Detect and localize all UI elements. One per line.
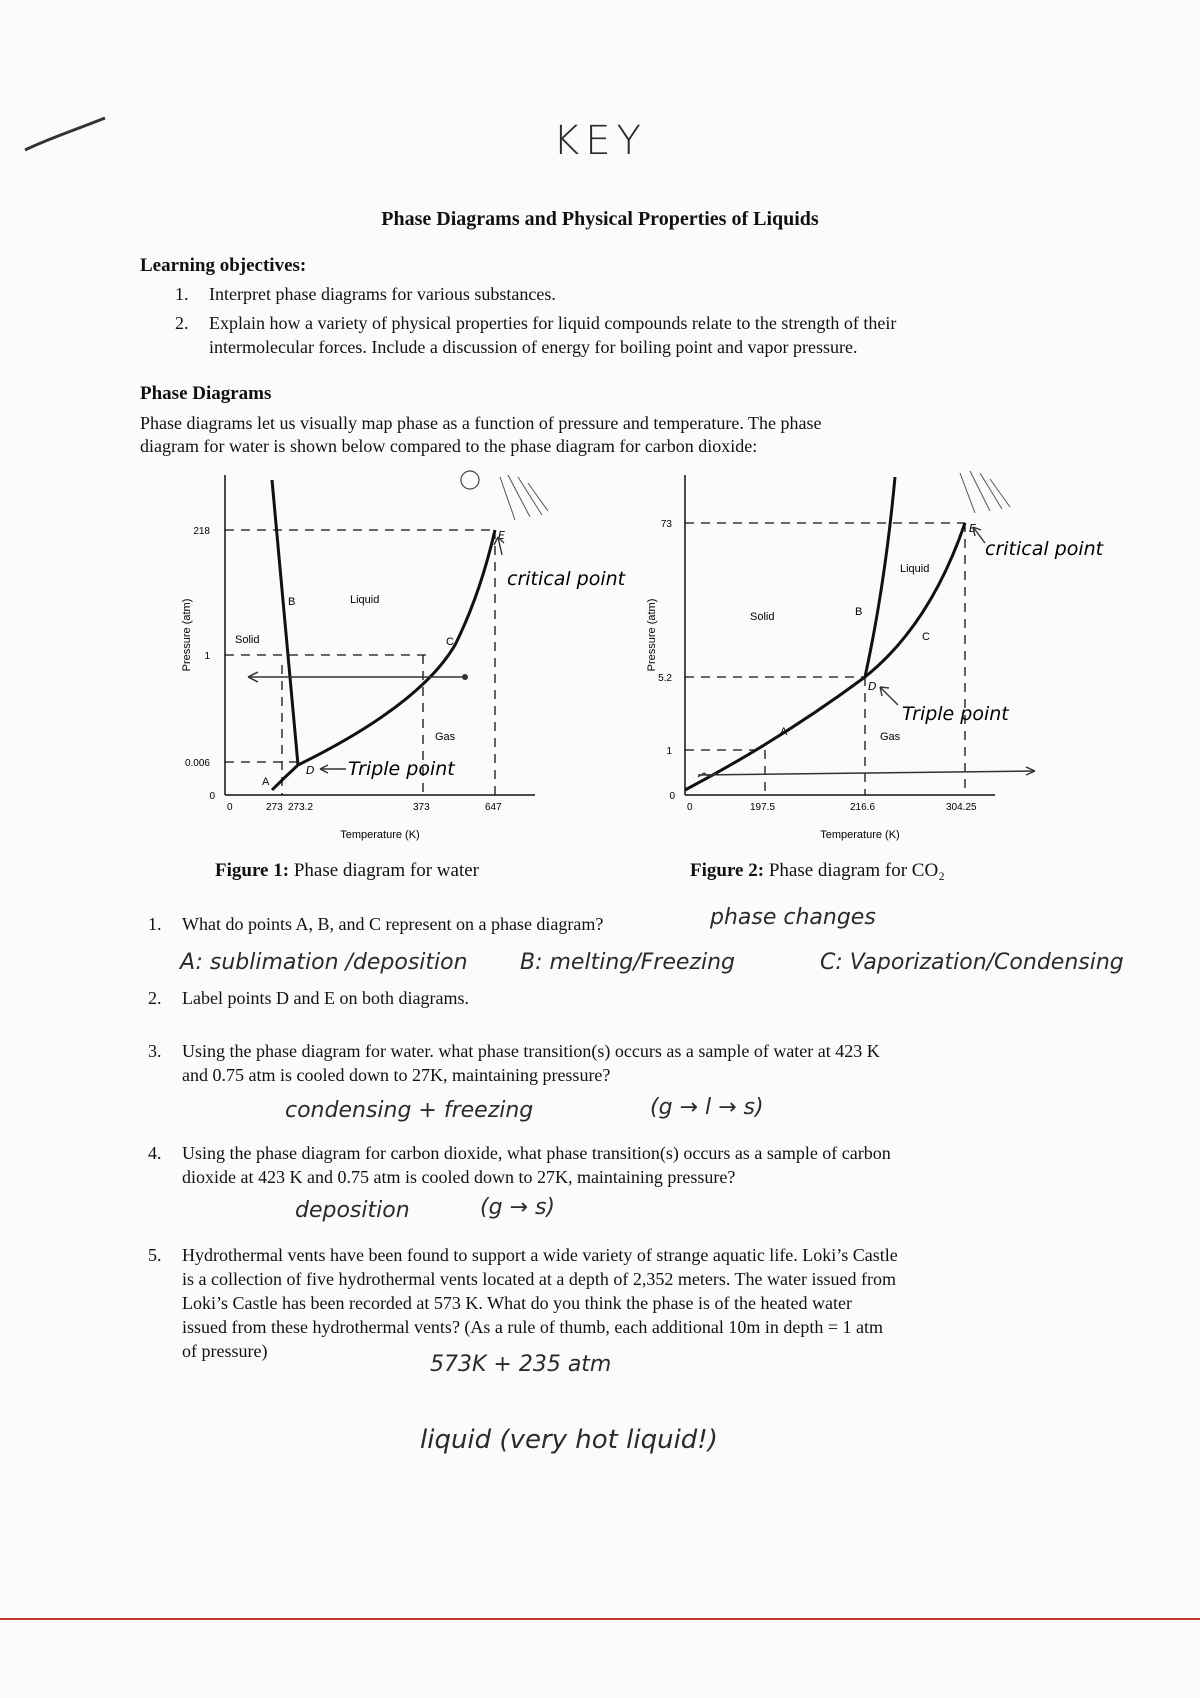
point-c: C <box>446 636 454 648</box>
water-phase-diagram <box>170 465 630 860</box>
page-edge-line <box>0 1618 1200 1620</box>
point-b: B <box>288 596 296 608</box>
answer-1-inline: phase changes <box>710 905 876 930</box>
question-3-cont: and 0.75 atm is cooled down to 27K, maintaining pressure? <box>182 1065 611 1085</box>
co2-ytick-5-2: 5.2 <box>658 673 672 684</box>
key-label: KEY <box>553 118 647 164</box>
ytick-0: 0 <box>209 791 215 802</box>
answer-4-notation: (g → s) <box>480 1195 556 1220</box>
co2-point-a: A <box>780 726 788 738</box>
ytick-1: 1 <box>204 651 210 662</box>
phase-intro-1: Phase diagrams let us visually map phase as a function of pressure and temperature. The phase <box>140 413 822 433</box>
answer-4: deposition <box>295 1198 410 1223</box>
triple-point-note: Triple point <box>348 758 455 780</box>
co2-ytick-0: 0 <box>669 791 675 802</box>
question-5-line-2: is a collection of five hydrothermal vents located at a depth of 2,352 meters. The water issued from <box>182 1269 896 1289</box>
co2-xtick-0: 0 <box>687 802 693 813</box>
objectives-heading: Learning objectives: <box>140 255 307 276</box>
answer-1-b: B: melting/Freezing <box>520 950 735 975</box>
co2-region-liquid: Liquid <box>900 563 930 575</box>
answer-5-phase: liquid (very hot liquid!) <box>420 1425 718 1455</box>
region-liquid: Liquid <box>350 594 380 606</box>
question-2: 2. Label points D and E on both diagrams. <box>148 988 469 1008</box>
xtick-273-2: 273.2 <box>288 802 314 813</box>
answer-1-a: A: sublimation /deposition <box>180 950 468 975</box>
x-axis-label: Temperature (K) <box>340 829 420 841</box>
ytick-0-006: 0.006 <box>184 758 210 769</box>
co2-point-e: E <box>969 522 976 535</box>
co2-point-c: C <box>922 631 930 643</box>
region-gas: Gas <box>435 731 456 743</box>
xtick-0: 0 <box>227 802 233 813</box>
co2-ytick-1: 1 <box>666 746 672 757</box>
co2-x-axis-label: Temperature (K) <box>820 829 900 841</box>
co2-triple-point-note: Triple point <box>902 703 1009 725</box>
co2-region-gas: Gas <box>880 731 901 743</box>
point-d: D <box>306 764 315 777</box>
figure-2-caption: Figure 2: Phase diagram for CO₂ <box>690 860 945 881</box>
xtick-373: 373 <box>413 802 430 813</box>
point-e: E <box>498 529 505 542</box>
co2-point-d: D <box>868 680 877 693</box>
objective-2-cont: intermolecular forces. Include a discussion of energy for boiling point and vapor pressure. <box>209 337 858 357</box>
figure-1-caption: Figure 1: Phase diagram for water <box>215 860 479 881</box>
co2-critical-point-note: critical point <box>985 538 1104 560</box>
answer-1-c: C: Vaporization/Condensing <box>820 950 1124 975</box>
phase-heading: Phase Diagrams <box>140 383 272 404</box>
xtick-647: 647 <box>485 802 502 813</box>
question-1: 1. What do points A, B, and C represent on a phase diagram? <box>148 914 604 934</box>
region-solid: Solid <box>235 634 260 646</box>
question-5-line-3: Loki’s Castle has been recorded at 573 K. What do you think the phase is of the heated water <box>182 1293 852 1313</box>
co2-y-axis-label: Pressure (atm) <box>646 598 658 672</box>
phase-intro-2: diagram for water is shown below compared to the phase diagram for carbon dioxide: <box>140 436 758 456</box>
co2-xtick-216-6: 216.6 <box>850 802 876 813</box>
co2-phase-diagram <box>640 465 1104 860</box>
answer-3: condensing + freezing <box>285 1098 534 1123</box>
question-5-line-5: of pressure) <box>182 1341 268 1361</box>
page-title: Phase Diagrams and Physical Properties of Liquids <box>381 208 819 230</box>
ytick-218: 218 <box>193 526 210 537</box>
question-4: 4. Using the phase diagram for carbon dioxide, what phase transition(s) occurs as a sample of carbon <box>148 1143 891 1163</box>
critical-point-note: critical point <box>507 568 626 590</box>
answer-3-notation: (g → l → s) <box>650 1095 764 1120</box>
question-4-cont: dioxide at 423 K and 0.75 atm is cooled down to 27K, maintaining pressure? <box>182 1167 736 1187</box>
co2-point-b: B <box>855 606 863 618</box>
question-5: 5. Hydrothermal vents have been found to support a wide variety of strange aquatic life. Loki’s Castle <box>148 1245 898 1265</box>
question-5-line-4: issued from these hydrothermal vents? (As a rule of thumb, each additional 10m in depth = 1 atm <box>182 1317 883 1337</box>
question-3: 3. Using the phase diagram for water. what phase transition(s) occurs as a sample of water at 423 K <box>148 1041 880 1061</box>
co2-region-solid: Solid <box>750 611 775 623</box>
answer-5-conditions: 573K + 235 atm <box>430 1352 612 1377</box>
point-a: A <box>262 776 270 788</box>
y-axis-label: Pressure (atm) <box>181 598 193 672</box>
co2-ytick-73: 73 <box>660 519 672 530</box>
objective-2: 2. Explain how a variety of physical properties for liquid compounds relate to the strength of their <box>175 313 897 333</box>
co2-xtick-197-5: 197.5 <box>750 802 776 813</box>
xtick-273: 273 <box>266 802 283 813</box>
objective-1: 1. Interpret phase diagrams for various substances. <box>175 284 556 304</box>
co2-xtick-304-25: 304.25 <box>946 802 977 813</box>
